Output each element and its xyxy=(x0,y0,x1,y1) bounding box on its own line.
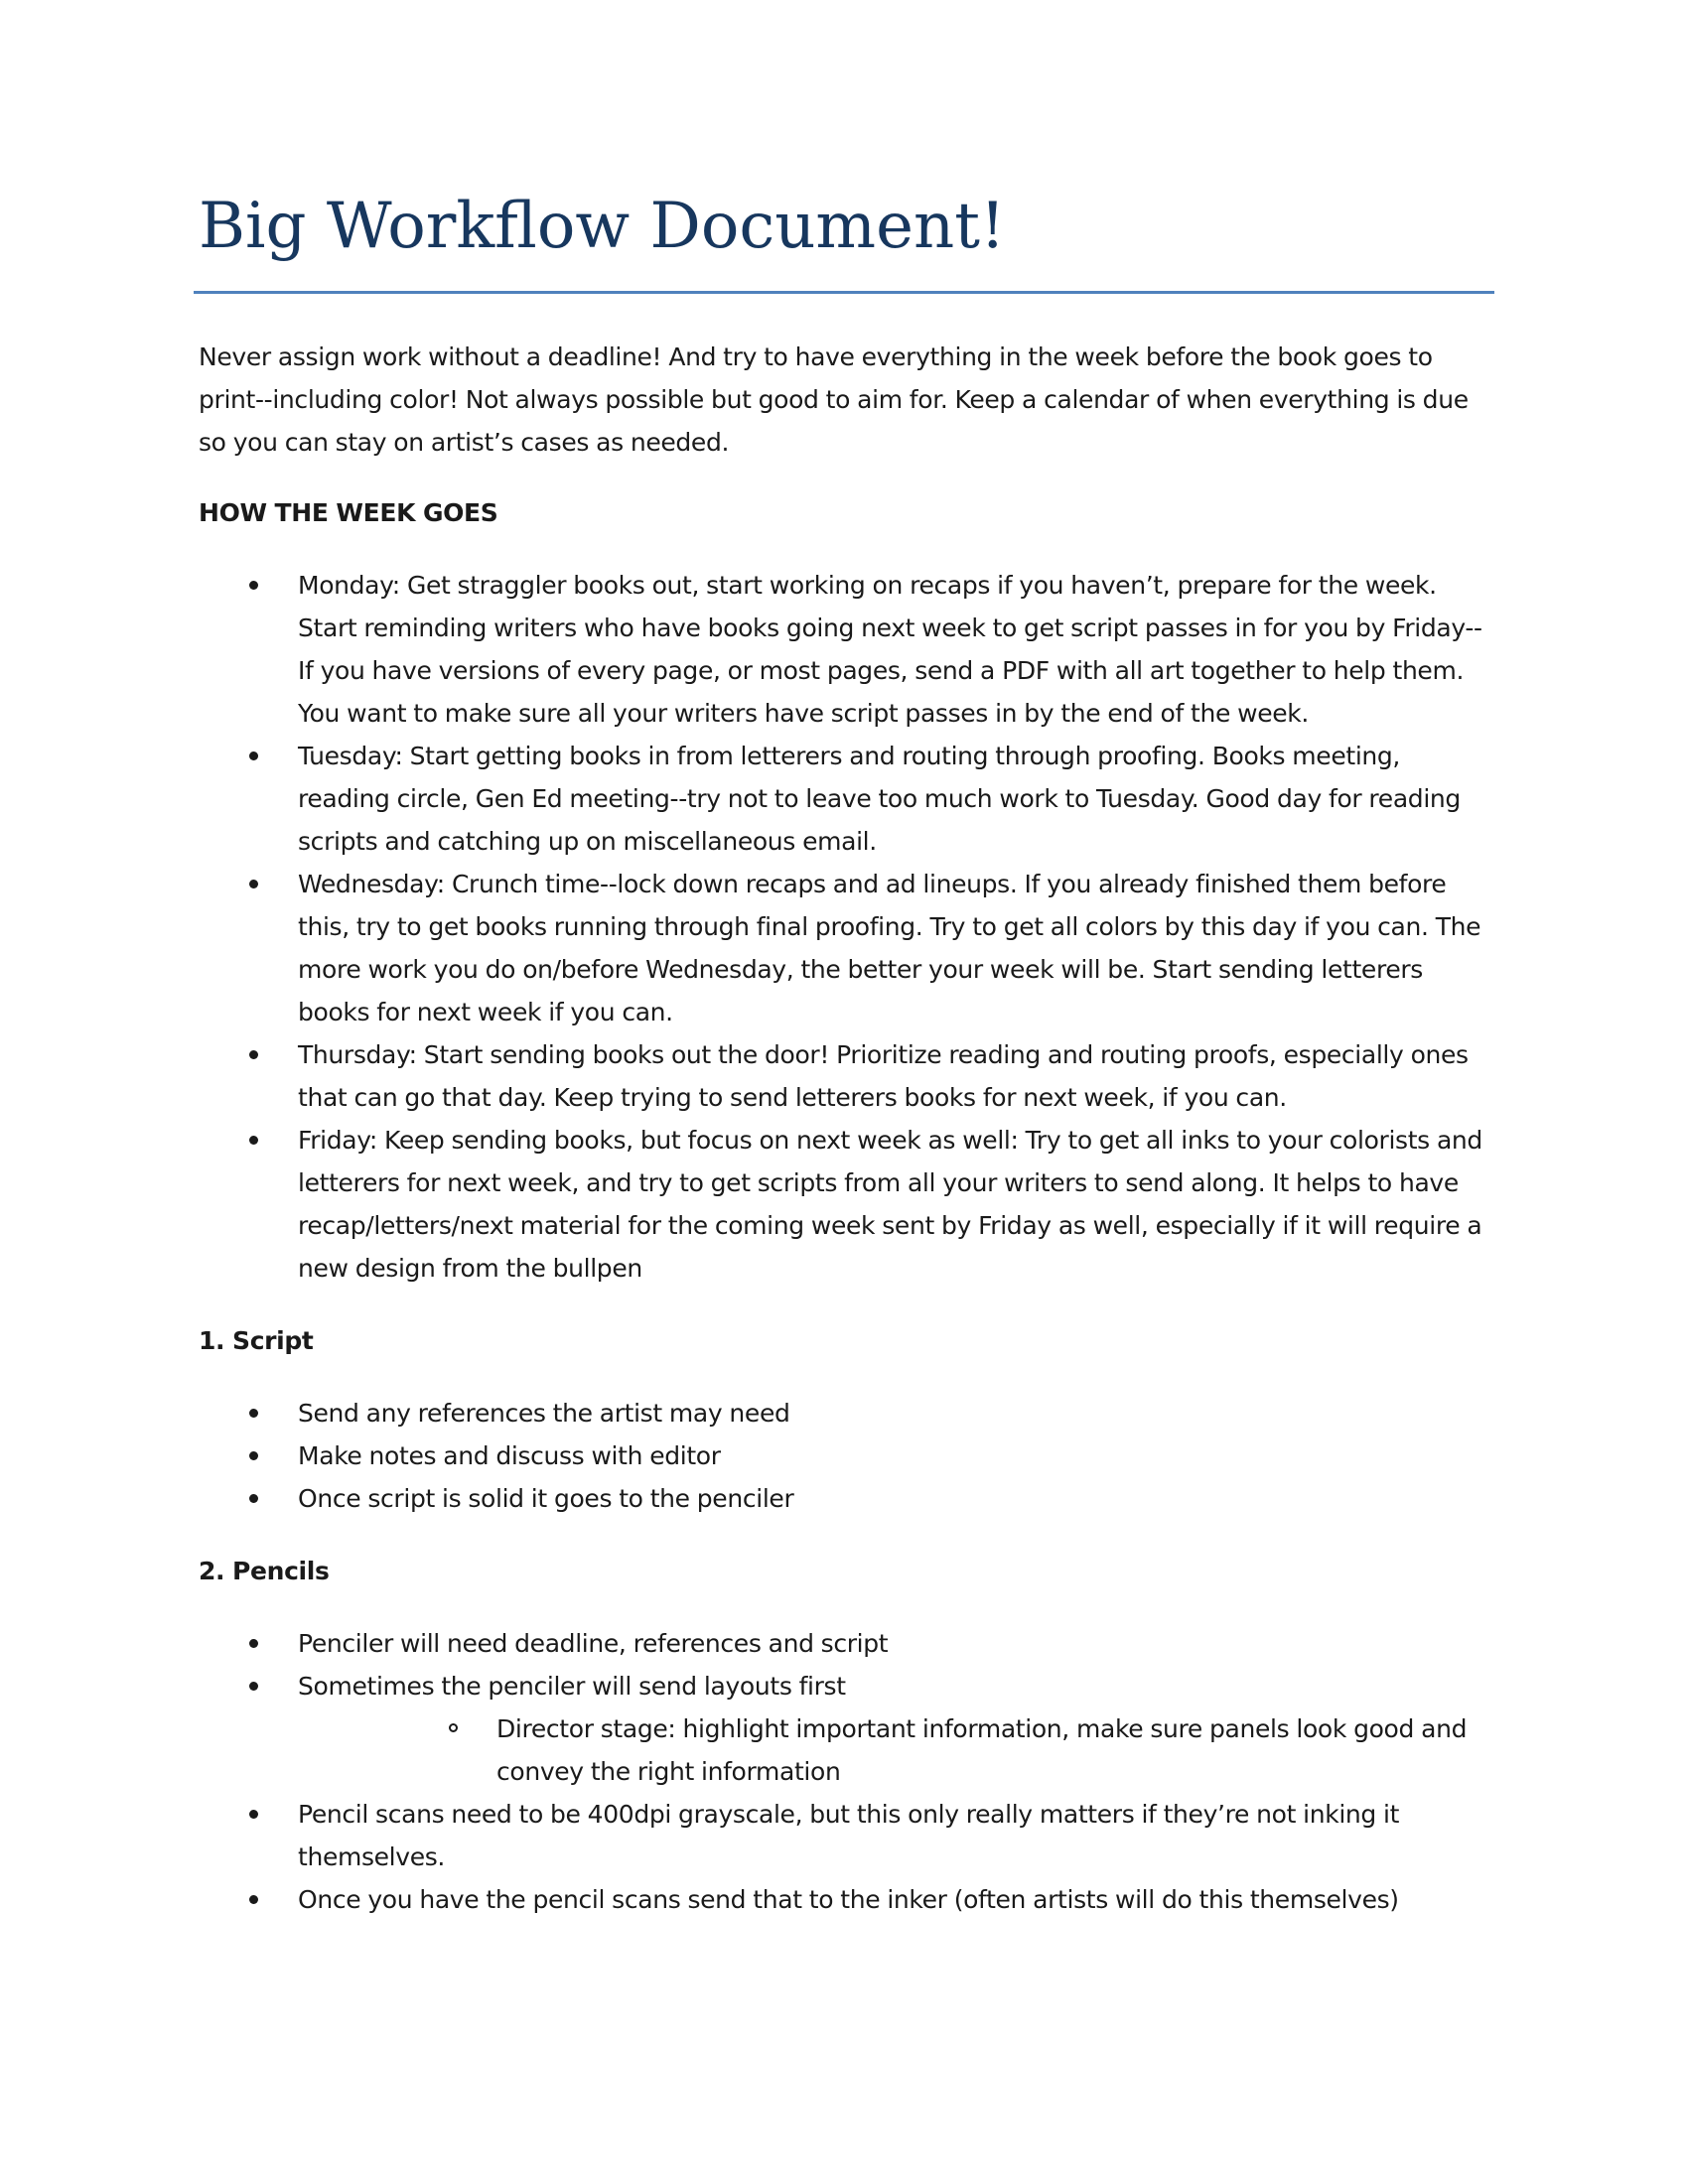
bullet-icon xyxy=(249,1451,258,1460)
sub-list-item: Director stage: highlight important information, make sure panels look good and convey the right information xyxy=(298,1707,1489,1793)
list-item-wednesday: Wednesday: Crunch time--lock down recaps and ad lineups. If you already finished them before this, try to get books running through final proofing. Try to get all colors by this day if you can. The more work you do on/before Wednesday, the better your week will be. Start sending letterers books for next week if you can. xyxy=(199,863,1489,1033)
list-item-tuesday: Tuesday: Start getting books in from letterers and routing through proofing. Books meeting, reading circle, Gen Ed meeting--try not to leave too much work to Tuesday. Good day for reading scripts and catching up on miscellaneous email. xyxy=(199,735,1489,863)
hollow-bullet-icon xyxy=(449,1723,458,1732)
bullet-icon xyxy=(249,1682,258,1691)
list-item-friday: Friday: Keep sending books, but focus on next week as well: Try to get all inks to your colorists and letterers for next week, and try to get scripts from all your writers to send along. It helps to have recap/letters/next material for the coming week sent by Friday as well, especially if it will require a new design from the bullpen xyxy=(199,1119,1489,1290)
script-list xyxy=(199,1392,1489,1520)
document-body xyxy=(199,336,1489,1921)
bullet-icon xyxy=(249,1050,258,1059)
list-item: Once you have the pencil scans send that to the inker (often artists will do this themselves) xyxy=(199,1878,1489,1921)
title-underline-rule xyxy=(194,291,1494,294)
list-item: Once script is solid it goes to the penciler xyxy=(199,1477,1489,1520)
section-heading-pencils: 2. Pencils xyxy=(199,1557,330,1585)
bullet-icon xyxy=(249,1494,258,1503)
bullet-icon xyxy=(249,1810,258,1819)
week-list xyxy=(199,564,1489,1290)
bullet-icon xyxy=(249,1639,258,1648)
intro-paragraph: Never assign work without a deadline! And try to have everything in the week before the book goes to print--including color! Not always possible but good to aim for. Keep a calendar of when everything is due so you can stay on artist’s cases as needed. xyxy=(199,342,1469,457)
list-item-monday: Monday: Get straggler books out, start working on recaps if you haven’t, prepare for the week. Start reminding writers who have books going next week to get script passes in for you by Friday--If you have versions of every page, or most pages, send a PDF with all art together to help them. You want to make sure all your writers have script passes in by the end of the week. xyxy=(199,564,1489,735)
bullet-icon xyxy=(249,880,258,888)
section-heading-script: 1. Script xyxy=(199,1326,314,1355)
bullet-icon xyxy=(249,1409,258,1418)
sub-list xyxy=(298,1707,1489,1793)
list-item: Sometimes the penciler will send layouts first Director stage: highlight important information, make sure panels look good and convey the right information xyxy=(199,1665,1489,1793)
bullet-icon xyxy=(249,751,258,760)
pencils-list xyxy=(199,1622,1489,1921)
document-title: Big Workflow Document! xyxy=(199,190,1006,263)
bullet-icon xyxy=(249,1136,258,1145)
section-heading-week: HOW THE WEEK GOES xyxy=(199,498,498,527)
list-item: Send any references the artist may need xyxy=(199,1392,1489,1434)
bullet-icon xyxy=(249,1895,258,1904)
list-item: Pencil scans need to be 400dpi grayscale, but this only really matters if they’re not inking it themselves. xyxy=(199,1793,1489,1878)
list-item-thursday: Thursday: Start sending books out the door! Prioritize reading and routing proofs, especially ones that can go that day. Keep trying to send letterers books for next week, if you can. xyxy=(199,1033,1489,1119)
bullet-icon xyxy=(249,581,258,590)
list-item: Make notes and discuss with editor xyxy=(199,1434,1489,1477)
list-item: Penciler will need deadline, references and script xyxy=(199,1622,1489,1665)
